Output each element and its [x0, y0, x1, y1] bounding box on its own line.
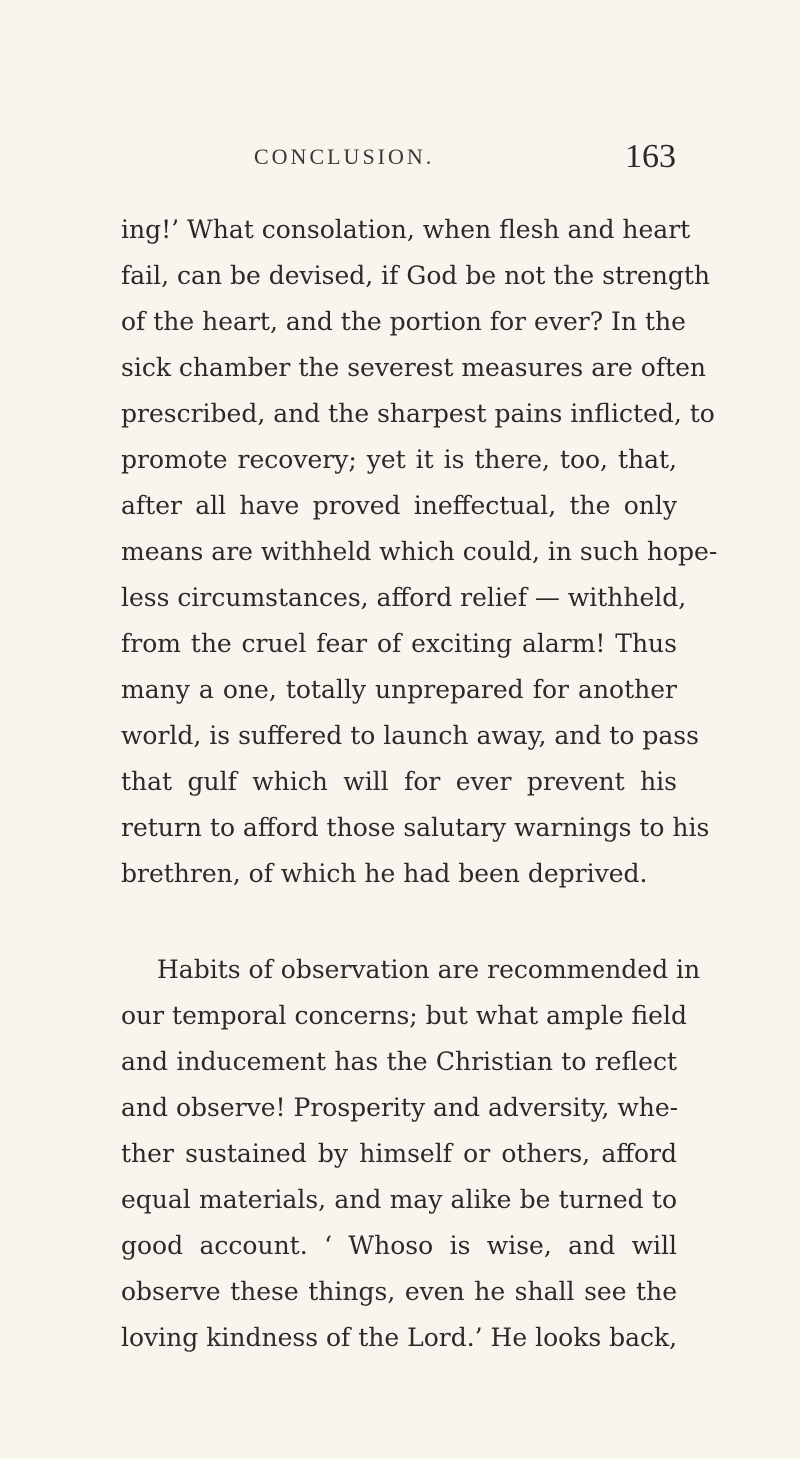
text-line: Habits of observation are recommended in — [157, 955, 701, 984]
text-line: our temporal concerns; but what ample field — [121, 1001, 687, 1030]
text-line: ing!’ What consolation, when flesh and heart — [121, 215, 691, 244]
body-text — [121, 207, 718, 1361]
paragraph-spacer — [121, 897, 677, 947]
text-line: many a one, totally unprepared for another — [121, 675, 677, 704]
text-line: good account. ‘ Whoso is wise, and will — [121, 1231, 677, 1260]
text-line: world, is suffered to launch away, and to pass — [121, 721, 699, 750]
running-head — [254, 138, 676, 178]
text-line: sick chamber the severest measures are often — [121, 353, 707, 382]
text-line: and inducement has the Christian to reflect — [121, 1047, 677, 1076]
text-line: of the heart, and the portion for ever? In the — [121, 307, 686, 336]
text-line: means are withheld which could, in such hope- — [121, 537, 718, 566]
text-line: ther sustained by himself or others, afford — [121, 1139, 677, 1168]
text-line: prescribed, and the sharpest pains inflicted, to — [121, 399, 715, 428]
text-line: that gulf which will for ever prevent his — [121, 767, 677, 796]
chapter-title: CONCLUSION. — [254, 144, 435, 169]
paragraph-1 — [121, 207, 718, 897]
text-line: return to afford those salutary warnings to his — [121, 813, 710, 842]
text-line: loving kindness of the Lord.’ He looks back, — [121, 1323, 678, 1352]
text-line: promote recovery; yet it is there, too, that, — [121, 445, 677, 474]
text-line: from the cruel fear of exciting alarm! Thus — [121, 629, 677, 658]
text-line: less circumstances, afford relief — withheld, — [121, 583, 687, 612]
text-line: equal materials, and may alike be turned to — [121, 1185, 677, 1214]
page-number: 163 — [625, 138, 676, 175]
text-line: fail, can be devised, if God be not the strength — [121, 261, 711, 290]
text-line: observe these things, even he shall see the — [121, 1277, 677, 1306]
paragraph-2 — [121, 947, 701, 1361]
text-line: and observe! Prosperity and adversity, whe- — [121, 1093, 679, 1122]
text-line: after all have proved ineffectual, the only — [121, 491, 677, 520]
text-line: brethren, of which he had been deprived. — [121, 859, 648, 888]
